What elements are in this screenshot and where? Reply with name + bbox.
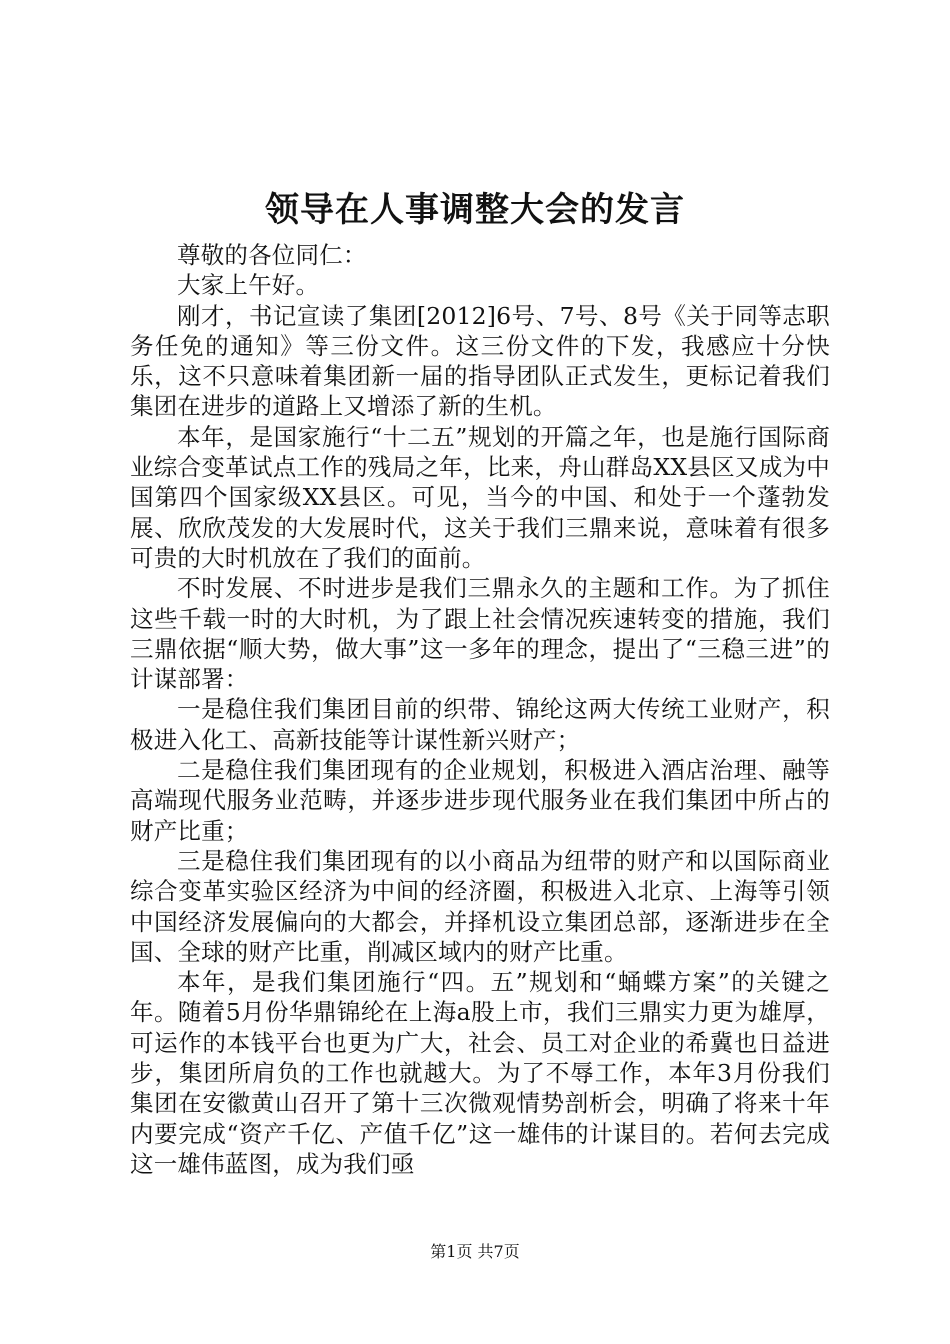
- document-title: 领导在人事调整大会的发言: [265, 190, 685, 230]
- page-total: 共7页: [477, 1242, 520, 1261]
- paragraph: 刚才，书记宣读了集团[2012]6号、7号、8号《关于同等志职务任免的通知》等三份文件。这三份文件的下发，我感应十分快乐，这不只意味着集团新一届的指导团队正式发生，更标记着我们集团在进步的道路上又增添了新的生机。: [130, 301, 830, 421]
- paragraph: 本年，是国家施行“十二五”规划的开篇之年，也是施行国际商业综合变革试点工作的残局之年，比来，舟山群岛XX县区又成为中国第四个国家级XX县区。可见，当今的中国、和处于一个蓬勃发展、欣欣茂发的大发展时代，这关于我们三鼎来说，意味着有很多可贵的大时机放在了我们的面前。: [130, 422, 830, 572]
- paragraph: 不时发展、不时进步是我们三鼎永久的主题和工作。为了抓住这些千载一时的大时机，为了跟上社会情况疾速转变的措施，我们三鼎依据“顺大势，做大事”这一多年的理念，提出了“三稳三进”的计谋部署：: [130, 574, 830, 694]
- document-body: [130, 240, 830, 1179]
- paragraph-good-morning: 大家上午好。: [177, 271, 320, 300]
- paragraph: 三是稳住我们集团现有的以小商品为纽带的财产和以国际商业综合变革实验区经济为中间的经济圈，积极进入北京、上海等引领中国经济发展偏向的大都会，并择机设立集团总部，逐渐进步在全国、全球的财产比重，削减区域内的财产比重。: [130, 846, 830, 966]
- paragraph: 二是稳住我们集团现有的企业规划，积极进入酒店治理、融等高端现代服务业范畴，并逐步进步现代服务业在我们集团中所占的财产比重；: [130, 756, 830, 845]
- page-footer: [0, 1240, 950, 1264]
- paragraph: 本年，是我们集团施行“四。五”规划和“蛹蝶方案”的关键之年。随着5月份华鼎锦纶在上海a股上市，我们三鼎实力更为雄厚，可运作的本钱平台也更为广大，社会、员工对企业的希冀也日益进步，集团所肩负的工作也就越大。为了不辱工作，本年3月份我们集团在安徽黄山召开了第十三次微观情势剖析会，明确了将来十年内要完成“资产千亿、产值千亿”这一雄伟的计谋目的。若何去完成这一雄伟蓝图，成为我们亟: [130, 968, 830, 1178]
- paragraph-greeting: 尊敬的各位同仁：: [177, 241, 367, 269]
- page-number: 第1页: [430, 1242, 473, 1261]
- paragraph: 一是稳住我们集团目前的织带、锦纶这两大传统工业财产，积极进入化工、高新技能等计谋性新兴财产；: [130, 695, 830, 754]
